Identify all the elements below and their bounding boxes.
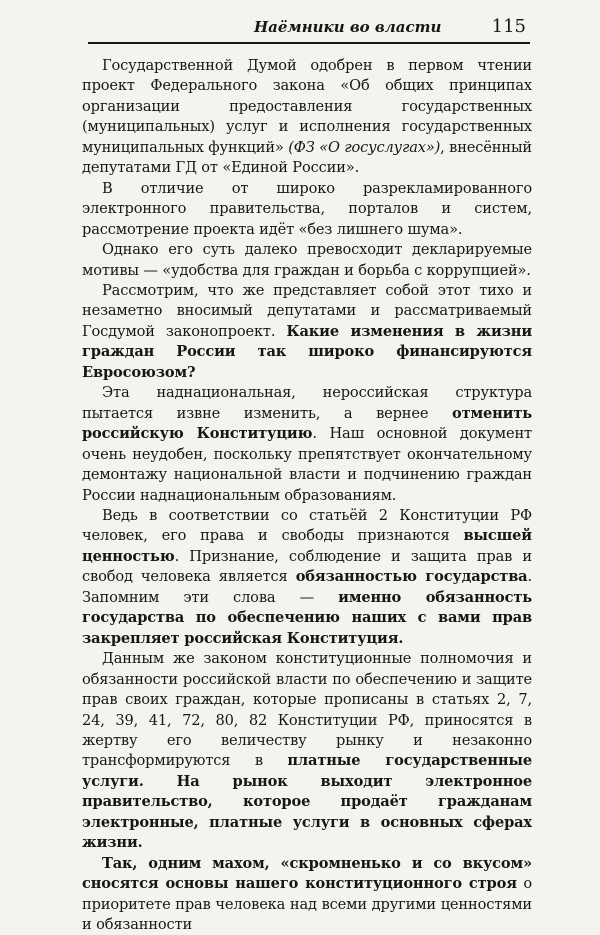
text-run: Ведь в соответствии со статьёй 2 Конституции РФ человек, его права и свободы признаются (82, 506, 532, 545)
paragraph (82, 56, 532, 179)
paragraph (82, 179, 532, 240)
text-run: Данным же законом конституционные полномочия и обязанности российской власти по обеспечению и защите прав своих граждан, которые прописаны в статьях 2, 7, 24, 39, 41, 72, 80, 82 Конституции РФ, приносятся в жертву его величеству рынку и незаконно трансформируются в (82, 650, 532, 770)
text-run: , внесённый депутатами ГД от «Единой России». (82, 138, 532, 177)
text-run: Однако его суть далеко превосходит декларируемые мотивы — «удобства для граждан и борьба с коррупцией». (82, 241, 532, 279)
bold-text-run: отменить российскую Конституцию (82, 404, 532, 443)
text-run: о приоритете прав человека над всеми другими ценностями и обязанности (82, 875, 532, 934)
bold-text-run: высшей ценностью (82, 527, 532, 565)
paragraph (82, 281, 532, 383)
paragraph (82, 649, 532, 854)
paragraph (82, 240, 532, 281)
running-header (88, 16, 530, 44)
bold-text-run: Так, одним махом, «скромненько и со вкусом» сносятся основы нашего конституционного строя (82, 854, 532, 893)
text-run: Эта наднациональная, нероссийская структура пытается извне изменить, а вернее (82, 384, 532, 422)
bold-text-run: платные государственные услуги. На рынок выходит электронное правительство, которое продаёт гражданам электронные, платные услуги в основных сферах жизни. (82, 752, 532, 852)
main-text (82, 56, 532, 935)
bold-text-run: Какие изменения в жизни граждан России так широко финансируются Евросоюзом? (82, 322, 532, 381)
text-run: В отличие от широко разрекламированного электронного правительства, порталов и систем, рассмотрение проекта идёт «без лишнего шума». (82, 179, 532, 238)
text-run: . Наш основной документ очень неудобен, поскольку препятствует окончательному демонтажу национальной власти и подчинению граждан России наднациональным образованиям. (82, 425, 532, 504)
bold-text-run: обязанностью государства (295, 568, 528, 586)
italic-text-run: (ФЗ «О госуслугах») (288, 138, 441, 156)
text-run: . Запомним эти слова — (82, 568, 532, 606)
paragraph (82, 854, 532, 935)
paragraph (82, 383, 532, 506)
text-run: Государственной Думой одобрен в первом чтении проект Федерального закона «Об общих принципах организации предоставления государственных (муниципальных) услуг и исполнения государственных муниципальных функций» (82, 57, 532, 156)
bold-text-run: именно обязанность государства по обеспечению наших с вами прав закрепляет российская Конституция. (82, 588, 532, 647)
running-title: Наёмники во власти (254, 18, 442, 36)
text-run: . Признание, соблюдение и защита прав и свобод человека является (82, 547, 532, 586)
text-run: Рассмотрим, что же представляет собой этот тихо и незаметно вносимый депутатами и рассматриваемый Госдумой законопроект. (82, 281, 532, 340)
paragraph (82, 506, 532, 649)
page-number: 115 (491, 16, 526, 37)
